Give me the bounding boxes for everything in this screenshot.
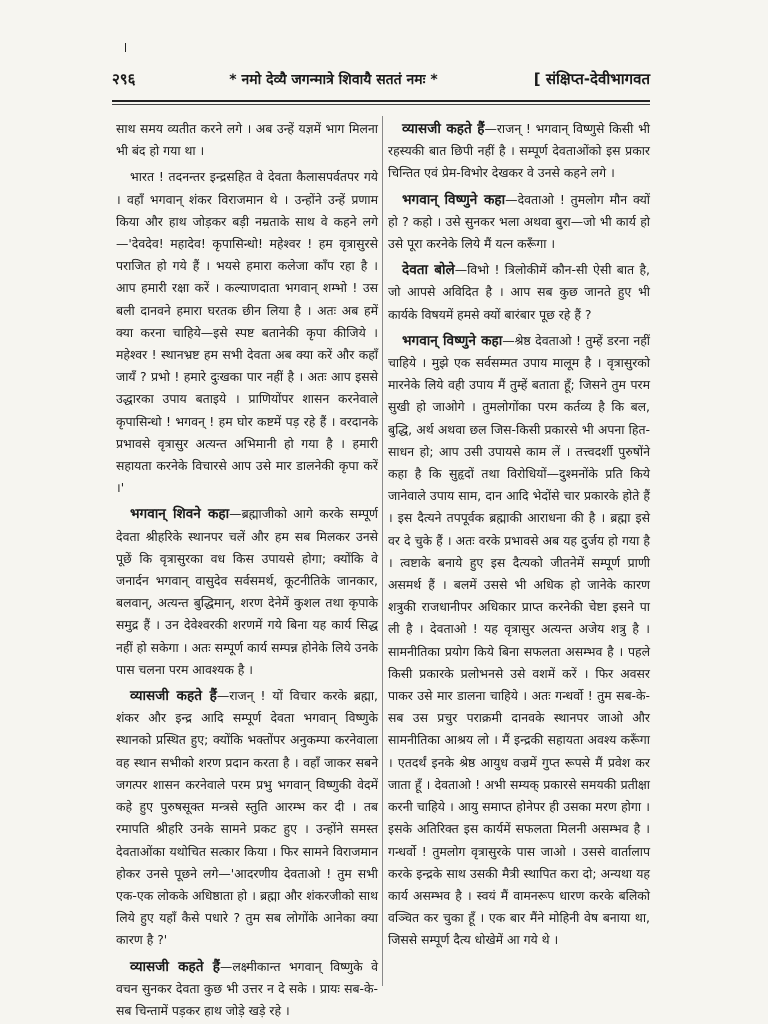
paragraph bbox=[388, 118, 650, 185]
paragraph bbox=[116, 685, 378, 951]
book-title: [ संक्षिप्त-देवीभागवत bbox=[533, 70, 650, 88]
paragraph bbox=[116, 956, 378, 1023]
paragraph-text: —विभो ! त्रिलोकीमें कौन-सी ऐसी बात है, जो आपसे अविदित है । आप सब कुछ जानते हुए भी कार्यके विषयमें हमसे क्यों बारंबार पूछ रहे हैं ? bbox=[388, 262, 650, 322]
paragraph bbox=[388, 189, 650, 256]
speaker-label: भगवान् शिवने कहा bbox=[130, 506, 230, 523]
right-column bbox=[388, 118, 650, 988]
paragraph bbox=[388, 330, 650, 952]
header-rule bbox=[112, 100, 650, 102]
speaker-label: भगवान् विष्णुने कहा bbox=[402, 332, 503, 349]
speaker-label: देवता बोले bbox=[402, 262, 455, 279]
paragraph-text: —श्रेष्ठ देवताओ ! तुम्हें डरना नहीं चाहिये । मुझे एक सर्वसम्मत उपाय मालूम है । वृत्रासुरको मारनेके लिये वही उपाय मैं तुम्हें बताता हूँ; जिसने तुम परम सुखी हो जाओगे । तुमलोगोंका परम कर्तव्य है कि बल, बुद्धि, अर्थ अथवा छल जिस-किसी प्रकारसे भी अपना हित-साधन हो; आप उसी उपायसे काम लें । तत्त्वदर्शी पुरुषोंने कहा है कि सुहृदों तथा विरोधियों—दुश्मनोंके प्रति किये जानेवाले उपाय साम, दान आदि भेदोंसे चार प्रकारके होते हैं । इस दैत्यने तपपूर्वक ब्रह्माकी आराधना की है । ब्रह्मा इसे वर दे चुके हैं । अतः वरके प्रभावसे अब यह दुर्जय हो गया है । त्वष्टाके बनाये हुए इस दैत्यको जीतनेमें सम्पूर्ण प्राणी असमर्थ हैं । बलमें उससे भी अधिक हो जानेके कारण शत्रुकी राजधानीपर अधिकार प्राप्त करनेकी चेष्टा इसने पा ली है । देवताओ ! यह वृत्रासुर अत्यन्त अजेय शत्रु है । सामनीतिका प्रयोग किये बिना सफलता असम्भव है । पहले किसी प्रकारके प्रलोभनसे उसे वशमें करें । फिर अवसर पाकर उसे मार डालना चाहिये । अतः गन्धर्वो ! तुम सब-के-सब उस प्रचुर पराक्रमी दानवके स्थानपर जाओ और सामनीतिका आश्रय लो । मैं इन्द्रकी सहायता अवश्य करूँगा । एतदर्थं इनके श्रेष्ठ आयुध वज्रमें गुप्त रूपसे मैं प्रवेश कर जाता हूँ । देवताओ ! अभी सम्यक् प्रकारसे समयकी प्रतीक्षा करनी चाहिये । आयु समाप्त होनेपर ही उसका मरण होगा । इसके अतिरिक्त इस कार्यमें सफलता मिलनी असम्भव है । गन्धर्वो ! तुमलोग वृत्रासुरके पास जाओ । उससे वार्तालाप करके इन्द्रके साथ उसकी मैत्री स्थापित करा दो; अन्यथा यह कार्य असम्भव है । स्वयं मैं वामनरूप धारण करके बलिको वञ्चित कर चुका हूँ । एक बार मैंने मोहिनी वेष बनाया था, जिससे सम्पूर्ण दैत्य धोखेमें आ गये थे । bbox=[388, 332, 651, 948]
paragraph-text: —राजन् ! भगवान् विष्णुसे किसी भी रहस्यकी बात छिपी नहीं है । सम्पूर्ण देवताओंको इस प्रकार चिन्तित एवं प्रेम-विभोर देखकर वे उनसे कहने लगे । bbox=[388, 121, 650, 181]
paragraph: साथ समय व्यतीत करने लगे । अब उन्हें यज्ञमें भाग मिलना भी बंद हो गया था । bbox=[116, 121, 378, 159]
speaker-label: व्यासजी कहते हैं bbox=[130, 958, 220, 975]
page-header bbox=[112, 62, 650, 96]
speaker-label: भगवान् विष्णुने कहा bbox=[402, 191, 506, 208]
column-divider bbox=[382, 116, 383, 986]
paragraph-text: —राजन् ! यों विचार करके ब्रह्मा, शंकर और इन्द्र आदि सम्पूर्ण देवता भगवान् विष्णुके स्थानको प्रस्थित हुए; क्योंकि भक्तोंपर अनुकम्पा करनेवाला वह स्थान सभीको शरण प्रदान करता है । वहाँ जाकर सबने जगत्पर शासन करनेवाले परम प्रभु भगवान् विष्णुकी वेदमें कहे हुए पुरुषसूक्त मन्त्रसे स्तुति आरम्भ कर दी । तब रमापति श्रीहरि उनके सामने प्रकट हुए । उन्होंने समस्त देवताओंका यथोचित सत्कार किया । फिर सामने विराजमान होकर उनसे पूछने लगे—'आदरणीय देवताओ ! तुम सभी एक-एक लोकके अधिष्ठाता हो । ब्रह्मा और शंकरजीको साथ लिये हुए यहाँ कैसे पधारे ? तुम सब लोगोंके आनेका क्या कारण है ?' bbox=[116, 688, 378, 948]
header-motto: * नमो देव्यै जगन्मात्रे शिवायै सततं नमः * bbox=[229, 71, 438, 88]
left-column bbox=[116, 118, 378, 1018]
header-rule-thin bbox=[112, 104, 650, 105]
page-mark: ǀ bbox=[124, 42, 127, 53]
paragraph-text: —ब्रह्माजीको आगे करके सम्पूर्ण देवता श्रीहरिके स्थानपर चलें और हम सब मिलकर उनसे पूछें कि वृत्रासुरका वध किस उपायसे होगा; क्योंकि वे जनार्दन भगवान् वासुदेव सर्वसमर्थ, कूटनीतिके जानकार, बलवान्, अत्यन्त बुद्धिमान्, शरण देनेमें कुशल तथा कृपाके समुद्र हैं । उन देवेश्वरकी शरणमें गये बिना यह कार्य सिद्ध नहीं हो सकेगा । अतः सम्पूर्ण कार्य सम्पन्न होनेके लिये उनके पास चलना परम आवश्यक है । bbox=[116, 506, 378, 677]
paragraph-text: —देवताओ ! तुमलोग मौन क्यों हो ? कहो । उसे सुनकर भला अथवा बुरा—जो भी कार्य हो उसे पूरा करनेके लिये मैं यत्न करूँगा । bbox=[388, 191, 650, 252]
speaker-label: व्यासजी कहते हैं bbox=[402, 121, 485, 137]
speaker-label: व्यासजी कहते हैं bbox=[130, 688, 217, 705]
page-number: २९६ bbox=[112, 70, 136, 88]
paragraph-text: —लक्ष्मीकान्त भगवान् विष्णुके वे वचन सुनकर देवता कुछ भी उत्तर न दे सके । प्रायः सब-के-सब चिन्तामें पड़कर हाथ जोड़े खड़े रहे । bbox=[116, 958, 378, 1018]
paragraph bbox=[116, 503, 378, 681]
paragraph bbox=[388, 259, 650, 326]
paragraph: भारत ! तदनन्तर इन्द्रसहित वे देवता कैलासपर्वतपर गये । वहाँ भगवान् शंकर विराजमान थे । उन्होंने उन्हें प्रणाम किया और हाथ जोड़कर बड़ी नम्रताके साथ वे कहने लगे—'देवदेव! महादेव! कृपासिन्धो! महेश्वर ! हम वृत्रासुरसे पराजित हो गये हैं । भयसे हमारा कलेजा काँप रहा है । आप हमारी रक्षा करें । कल्याणदाता भगवान् शम्भो ! उस बली दानवने हमारा घरतक छीन लिया है । अतः अब हमें क्या करना चाहिये—इसे स्पष्ट बतानेकी कृपा कीजिये । महेश्वर ! स्थानभ्रष्ट हम सभी देवता अब क्या करें और कहाँ जायँ ? प्रभो ! हमारे दुःखका पार नहीं है । अतः आप इससे उद्धारका उपाय बताइये । प्राणियोंपर शासन करनेवाले कृपासिन्धो ! भगवन् ! हम घोर कष्टमें पड़ रहे हैं । वरदानके प्रभावसे वृत्रासुर अत्यन्त अभिमानी हो गया है । हमारी सहायता करनेके विचारसे आप उसे मार डालनेकी कृपा करें ।' bbox=[116, 169, 378, 496]
